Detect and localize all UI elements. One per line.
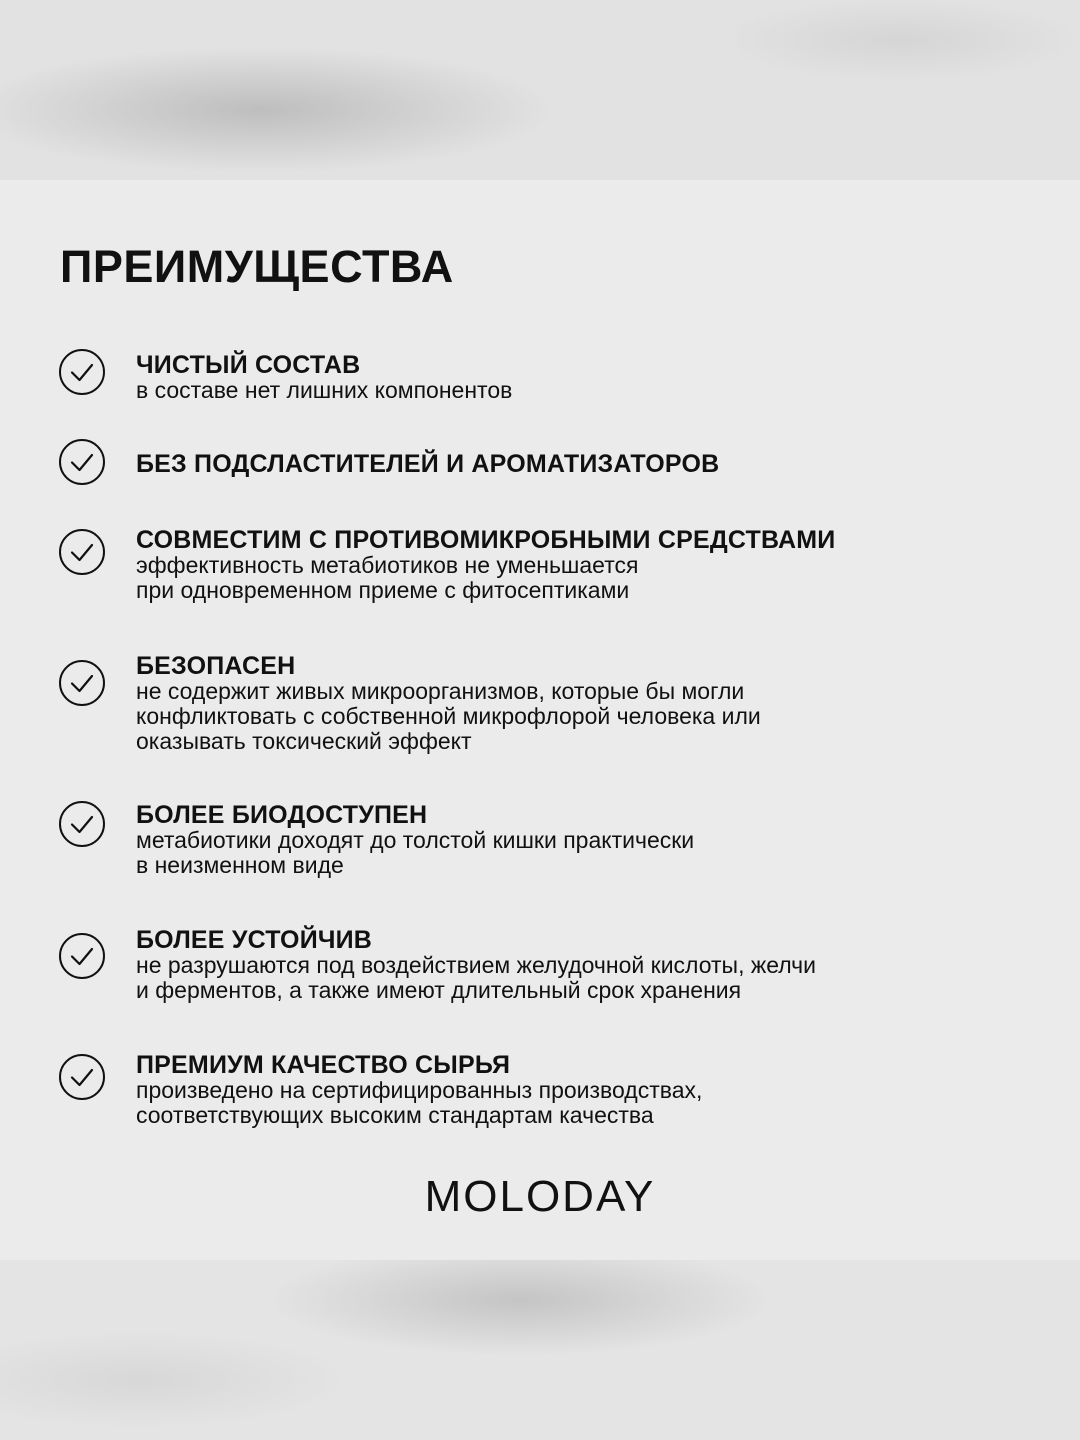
benefit-description: в составе нет лишних компонентов: [136, 377, 513, 403]
page-title: ПРЕИМУЩЕСТВА: [60, 241, 454, 292]
check-circle-icon: [58, 932, 106, 980]
check-circle-icon: [58, 800, 106, 848]
check-circle-icon: [58, 528, 106, 576]
check-circle-icon: [58, 348, 106, 396]
benefit-title: БОЛЕЕ УСТОЙЧИВ: [136, 926, 373, 954]
benefit-title: СОВМЕСТИМ С ПРОТИВОМИКРОБНЫМИ СРЕДСТВАМИ: [136, 526, 836, 554]
blurred-background-top: [0, 0, 1080, 180]
benefit-title: ПРЕМИУМ КАЧЕСТВО СЫРЬЯ: [136, 1051, 511, 1079]
benefit-title: БЕЗОПАСЕН: [136, 652, 296, 680]
benefit-title: БОЛЕЕ БИОДОСТУПЕН: [136, 801, 428, 829]
blurred-background-bottom: [0, 1260, 1080, 1440]
check-circle-icon: [58, 659, 106, 707]
check-circle-icon: [58, 1053, 106, 1101]
check-circle-icon: [58, 438, 106, 486]
benefit-description: произведено на сертифицированныз производствах, соответствующих высоким стандартам качества: [136, 1077, 703, 1128]
benefit-title: БЕЗ ПОДСЛАСТИТЕЛЕЙ И АРОМАТИЗАТОРОВ: [136, 450, 720, 478]
benefit-description: метабиотики доходят до толстой кишки практически в неизменном виде: [136, 827, 695, 878]
benefit-description: эффективность метабиотиков не уменьшается при одновременном приеме с фитосептиками: [136, 552, 639, 603]
brand-logo: MOLODAY: [424, 1172, 656, 1221]
benefit-description: не разрушаются под воздействием желудочной кислоты, желчи и ферментов, а также имеют длительный срок хранения: [136, 952, 817, 1003]
benefit-title: ЧИСТЫЙ СОСТАВ: [136, 351, 361, 379]
benefits-card: [0, 180, 1080, 1260]
benefit-description: не содержит живых микроорганизмов, которые бы могли конфликтовать с собственной микрофлорой человека или оказывать токсический эффект: [136, 678, 761, 754]
